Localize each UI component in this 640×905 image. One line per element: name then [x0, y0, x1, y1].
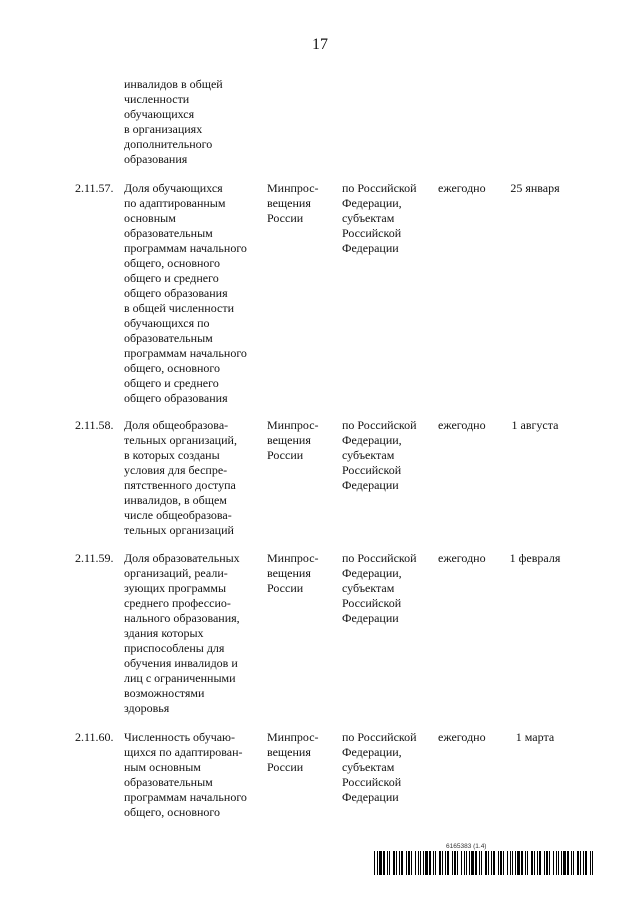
periodicity: ежегодно [438, 418, 486, 432]
indicator-name: Доля образовательных организаций, реали- зующих программы среднего профессио- нального образования, здания которых приспособлены для обучения инвалидов и лиц с ограниченными возможностями здоровья [124, 551, 240, 715]
page-number: 17 [312, 36, 328, 53]
periodicity: ежегодно [438, 551, 486, 565]
indicator-name: Численность обучаю- щихся по адаптирован- ным основным образовательным программам начального общего, основного [124, 730, 247, 819]
data-breakdown: по Российской Федерации, субъектам Российской Федерации [342, 730, 417, 804]
submission-date: 1 августа [511, 418, 559, 432]
responsible-ministry: Минпрос- вещения России [267, 418, 319, 462]
barcode-image [374, 851, 593, 875]
submission-date: 1 марта [515, 730, 555, 744]
row-number: 2.11.60. [75, 730, 114, 744]
continued-indicator-text: инвалидов в общей численности обучающихся в организациях дополнительного образования [124, 77, 223, 166]
indicator-name: Доля общеобразова- тельных организаций, в которых созданы условия для беспре- пятственного доступа инвалидов, в общем числе общеобразова- тельных организаций [124, 418, 237, 537]
submission-date: 1 февраля [509, 551, 561, 565]
row-number: 2.11.57. [75, 181, 114, 195]
data-breakdown: по Российской Федерации, субъектам Российской Федерации [342, 418, 417, 492]
document-code: 6165383 (1.4) [446, 843, 487, 850]
data-breakdown: по Российской Федерации, субъектам Российской Федерации [342, 181, 417, 255]
responsible-ministry: Минпрос- вещения России [267, 181, 319, 225]
responsible-ministry: Минпрос- вещения России [267, 730, 319, 774]
row-number: 2.11.58. [75, 418, 114, 432]
responsible-ministry: Минпрос- вещения России [267, 551, 319, 595]
row-number: 2.11.59. [75, 551, 114, 565]
periodicity: ежегодно [438, 730, 486, 744]
indicator-name: Доля обучающихся по адаптированным основным образовательным программам начального общего, основного общего и среднего общего образования в общей численности обучающихся по образовательным программам начального общего, основного общего и среднего общего образования [124, 181, 247, 405]
data-breakdown: по Российской Федерации, субъектам Российской Федерации [342, 551, 417, 625]
submission-date: 25 января [510, 181, 560, 195]
periodicity: ежегодно [438, 181, 486, 195]
